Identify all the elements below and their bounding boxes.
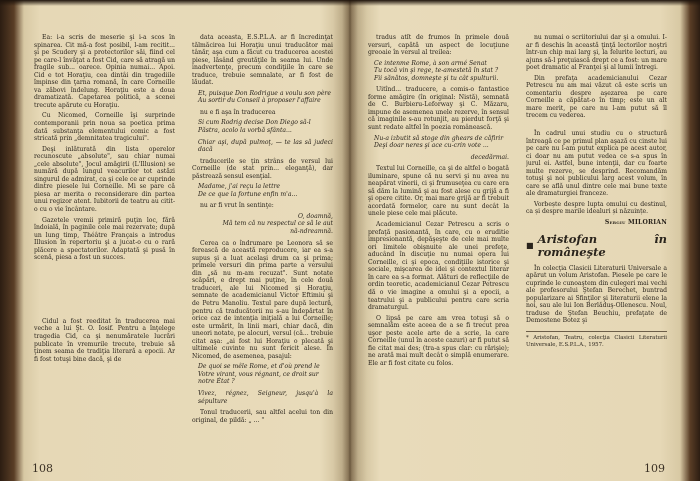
paragraph: Din prefaţa academicianului Cezar Petrescu nu am mai văzut că este scris un comentariu despre aşezarea pe care Corneille a căpătat-o în timp; este un alt mare merit, pe care nu l-am putut să îl trecem cu vederea.	[526, 74, 667, 120]
paragraph: data aceasta, E.S.P.L.A. ar fi încredinţat tălmăcirea lui Horaţiu unui traducător mai tânăr, aşa cum a făcut cu traducerea acestei piese, lăsând greutăţile în seama lui. Unde inadvertenţe, precum condiţiile în care se traduce, trebuie semnalate, ar fi fost de lăudat.	[192, 34, 333, 87]
quotation: Nu-a izbutit să stoge din ghears de căfirir Deşi doar neres şi ace cu-crin vote ...	[374, 134, 504, 150]
left-page-column-1	[34, 34, 175, 366]
gutter-shadow	[333, 0, 367, 481]
paragraph: O lipsă pe care am vrea totuşi să o semnalăm este aceea de a se fi trecut prea uşor peste acele arte de a scrie, la care Corneille (unul în aceste cazuri) ar fi putut să fie citat mai des; (tra-a spus clar: cu rărişie); ne arată mai mult decât o simplă enumerare. Ele ar fi fost citate cu folos.	[368, 314, 509, 367]
left-page-column-2	[192, 34, 333, 427]
paragraph: nu ar fi vrut în sentinţe:	[200, 202, 274, 210]
footnote: * Aristofan, Teatru, colecţia Clasicii Literaturii Universale, E.S.P.L.A., 1957.	[526, 331, 667, 348]
section-heading-text: Aristofan în româneşte	[537, 231, 667, 259]
paragraph: Uitînd... traducere, a comis-o fantastice forme amăgire (în original: Nistă), semnată de C. Burbieru-Leforway şi C. Măzaru, impune de asemenea unele rezerve, în sensul că imaginile s-au rotunjit, au pierdut forţă şi sunt redate altfel în poezia românească.	[368, 86, 509, 132]
section-heading	[526, 233, 667, 259]
paragraph: traducerile se ţin strâns de versul lui Corneille (de stat prin... eleganţă), dar păstrează sensul esenţial.	[192, 157, 333, 180]
quotation: Et, puisque Don Rodrigue a voulu son père Au sortir du Conseil à proposer l'affaire	[198, 89, 331, 105]
paragraph: nu e fi aşa în traducerea	[200, 108, 276, 116]
paragraph: Gazetele vremii primiră puţin loc, fără îndoială, în paginile cele mai rezervate; după un lung timp, Théâtre Français a introdus Illusion în repertoriu şi a jucat-o cu o rară plăcere a spectatorilor. Adaptată şi pusă în scenă, piesa a fost un succes.	[34, 216, 175, 262]
quotation: Vivez, régnez, Seigneur, jusqu'à la sépulture	[198, 389, 333, 405]
left-page	[22, 0, 346, 481]
paragraph: Cu Nicomed, Corneille îşi surprinde contemporanii prin noua sa poetica prima dată substanţa elementului comic a fost stricată prin „demnitatea tragicului".	[34, 112, 175, 143]
page-edge	[0, 0, 700, 6]
paragraph: nu numai o scriitoriului dar şi a omului. I-ar fi deschis în această ţinţă lectorilor noştri într-un chip mai larg şi, la felurite lecturi, au ajuns să-l preţuiască drept ce a fost: un mare poet dramatic al Franţei şi al lumii întregi.	[526, 34, 667, 72]
quotation: Madame, j'ai reçu la lettre De ce que la fortune enfin m'a...	[198, 183, 298, 198]
paragraph: Vorbește despre lupta omului cu destinul, ca și despre marile idealuri și năzuințe.	[526, 200, 667, 216]
page-number: 108	[32, 462, 53, 475]
paragraph: tradus atît de frumos în primele două versuri, capătă un aspect de locuţiune greoaie în versul al treilea:	[368, 34, 509, 57]
paragraph: Tonul traducerii, sau altfel acelui ton din original, de pildă: „ ... "	[192, 409, 333, 424]
paragraph: În cadrul unui studiu cu o structură întreagă ce pe primul plan aşază cu cinste lui pe care nu l-am putut explica pe acest autor, ci doar nu am putut vedea ce s-a spus în jurul ei. Astfel, bune intenţii, dar cu foarte multe rezerve, se desprind. Recomandăm totuşi şi noi publicului larg acest volum, în care se află unul dintre cele mai bune texte ale dramaturgiei franceze.	[526, 130, 667, 198]
paragraph: Textul lui Corneille, ca şi de altfel o bogată iluminare, spune că nu servi şi nu avea nu neapărat vinerii, ci şi frumuseţea cu care era să dăm la lumină şi au fost alese cu grijă a fi şi opere citite. Or, mai mare grijă ar fi trebuit acordată formelor, care nu sunt decât la unele piese cele mai plăcute.	[368, 165, 509, 218]
paragraph: Cerea ca o îndrumare pe Leonora să se ferească de această reproducere, iar ea s-a supus şi a luat acelaşi drum ca şi prima; primele versuri din prima parte a versului din „să nu m-am recuzat". Sunt notate scăpări, e drept mai puţine, în cele două traduceri, ale lui Nicomed şi Horaţiu, semnate de academicianul Victor Eftimiu şi de Petru Manoliu. Textul pare după lectură, pentru că traducătorii nu s-au îndepărtat în orice caz de intenţia iniţială a lui Corneille; este urmărit, în linii mari, chiar dacă, din uneori notate, pe alocuri, versul (că... trebuie citat aşa: „ai fost lui Horaţiu o plecată şi ultimele cuvinte nu sunt fericit alese. În Nicomed, de asemenea, pasajul:	[192, 239, 333, 360]
right-page-column-2	[526, 34, 667, 351]
quotation: De quoi se mêle Rome, et d'où prend le Votre virant, vous régnant, ce droit sur notre État ?	[198, 363, 320, 386]
quotation: Si cum Rodrig decise Don Diego să-l Păstra, acolo la vorbă sfânta...	[198, 119, 311, 135]
paragraph: Ea: i-a scris de meserie şi i-a scos în spinarea. Cit mă-a fost posibil, l-am recitit... şi pe Scudery şi a protectorilor săi, fiind cel pe care-l învăţat a fost Cid, care să atragă un fragile sub... oarece. Opinia numai... Apoi. Cid e tot Horaţiu, cea dintâi din tragediile împinse din ţarna romană, în care Corneille va zăbovi îndelung. Horaţiu este a doua dramatizată. Capetarea politică, a scenei trecute apărute cu Horaţiu.	[34, 34, 175, 109]
paragraph: Academicianul Cezar Petrescu a scris o prefaţă pasionantă, în care, cu o eruditie impresionantă, depăşeşte de cele mai multe ori limitele obişnuite ale unei prefeţe, aducând în discuţie nu numai opera lui Corneille, ci şi epoca, condiţiile istorice şi sociale, mişcarea de idei şi contextul literar în care ea s-a format. Alături de reflecţiile de ordin teoretic, academicianul Cezar Petrescu dă o vie imagine a omului şi a epocii, a teatrului şi a publicului pentru care scria dramaturgul.	[368, 221, 509, 312]
quotation: Ce intenme Rome, à son armé Senat Tu tocă vin şi rege, te-amestetă în stat ? Fii sănătos, domneşte şi tu cât spulturii.	[374, 59, 499, 82]
bullet-icon: ■	[526, 240, 534, 251]
page-number: 109	[644, 462, 665, 475]
quotation: Chiar aşi, după pulmoţ, — te las să judeci dacă	[198, 138, 333, 154]
right-page-column-1	[368, 34, 509, 370]
quotation: O, doamnă, Mă tem că nu respectul ce să le aut nă-ndreamnă.	[222, 212, 333, 236]
paragraph: În colecţia Clasicii Literaturii Universale a apărut un volum Aristofan. Piesele pe care le cuprinde le cunoaştem din culegeri mai vechi ale profesorului Ştefan Berechet, buntrad popularizare ai Sfinţilor şi literaturii elene la noi, sau ale lui Ion Berlăduş-Ollenescu. Noul, traduse de Ştefan Beuchiu, prefaţate de Demostene Botez şi	[526, 264, 667, 325]
paragraph: Deşi inlăturată din lista operelor recunoscute „absolute", sau chiar numai „cele absolute", Jocul amăgirii (L'Illusion) se numără după lungul veacurilor tot astăzi singurul de admirat, ca şi cele ce ar cuprinde dintre piesele lui Corneille. Mi se pare că piesa ar merita o reconsiderare din partea unui regizor atent. Iubitorii de teatru au citit-o cu o vie încântare.	[34, 145, 175, 214]
paragraph: Cidul a fost reeditat în traducerea mai veche a lui Şt. O. Iosif. Pentru a înţelege tragedia Cid, ca şi nenumăratele lucrări publicate în vremurile trecute, trebuie să ţinem seama de tradiţia literară a epocii. Ar fi fost totuşi bine dacă, şi de	[34, 317, 175, 363]
quotation: decedărmai.	[470, 153, 509, 161]
right-page	[354, 0, 680, 481]
author-signature: Sergiu MILORIAN	[604, 219, 667, 227]
